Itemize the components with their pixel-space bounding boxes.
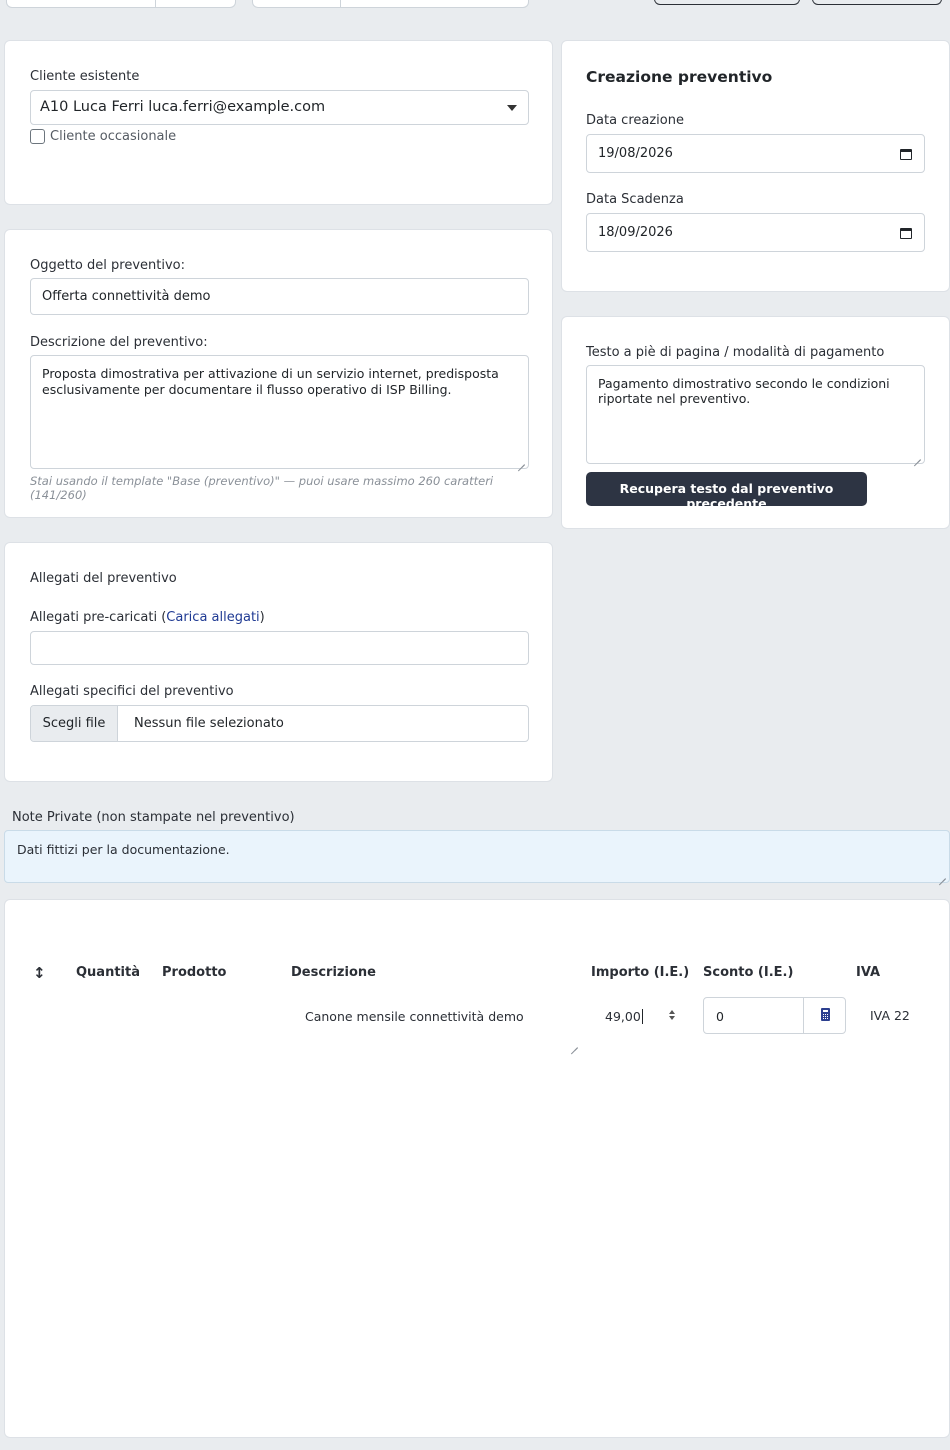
file-input[interactable] [30,705,529,742]
table-row [5,995,949,1055]
footer-text-label: Testo a piè di pagina / modalità di pagamento [586,345,885,360]
row-description-value: Canone mensile connettività demo [305,1009,524,1024]
expiry-date-label: Data Scadenza [586,192,684,207]
choose-file-button[interactable] [31,706,118,741]
preloaded-attachments-text: Allegati pre-caricati [30,610,158,625]
calculator-icon [821,1008,830,1021]
close-paren: ) [259,610,265,625]
top-action-button-1[interactable] [654,0,800,5]
calendar-icon[interactable] [900,149,912,160]
top-filter-field-1[interactable] [6,0,236,8]
resize-handle-icon[interactable] [571,1041,578,1048]
open-paren: ( [161,610,167,625]
description-textarea[interactable] [30,355,529,469]
spinner-down-icon[interactable] [669,1016,675,1020]
specific-attachments-label: Allegati specifici del preventivo [30,684,234,699]
top-action-button-2[interactable] [812,0,942,5]
quote-creation-title: Creazione preventivo [586,68,773,86]
subject-value: Offerta connettività demo [42,289,211,304]
existing-client-select[interactable] [30,90,529,125]
quote-creation-card [561,40,950,292]
spinner-icon[interactable] [669,1010,675,1014]
no-file-text: Nessun file selezionato [134,716,284,731]
header-description: Descrizione [291,965,376,980]
header-amount: Importo (I.E.) [591,965,690,980]
existing-client-label: Cliente esistente [30,69,140,84]
items-table-card [4,899,950,1438]
footer-text-value: Pagamento dimostrativo secondo le condizioni riportate nel preventivo. [598,376,890,406]
row-discount-input[interactable] [703,997,846,1034]
attachments-card [4,542,553,782]
subject-input[interactable] [30,278,529,315]
creation-date-label: Data creazione [586,113,684,128]
top-filter-divider [340,0,341,8]
private-notes-label: Note Private (non stampate nel preventivo) [12,810,295,825]
row-amount-value: 49,00 [605,1009,641,1024]
description-label: Descrizione del preventivo: [30,335,208,350]
row-amount-input[interactable] [591,1002,683,1030]
subject-label: Oggetto del preventivo: [30,258,185,273]
choose-file-label: Scegli file [42,716,106,731]
resize-handle-icon[interactable] [518,458,525,465]
row-description-textarea[interactable] [291,995,581,1051]
subject-card [4,229,553,518]
attachments-title: Allegati del preventivo [30,571,177,586]
header-quantity: Quantità [76,965,140,980]
occasional-client-checkbox[interactable] [30,129,45,144]
header-vat: IVA [856,965,881,980]
template-hint: Stai usando il template "Base (preventivo)" — puoi usare massimo 260 caratteri (141/260) [30,474,494,502]
private-notes-value: Dati fittizi per la documentazione. [17,842,230,857]
header-product: Prodotto [162,965,227,980]
top-filter-field-2[interactable] [252,0,529,8]
occasional-client-label: Cliente occasionale [50,129,177,144]
preloaded-attachments-label [30,610,265,625]
creation-date-input[interactable] [586,134,925,173]
description-value: Proposta dimostrativa per attivazione di un servizio internet, predisposta esclusivamente per documentare il flusso operativo di ISP Billing. [42,366,499,397]
recover-text-button-label: Recupera testo dal preventivo precedente [619,481,834,511]
preloaded-attachments-select[interactable] [30,631,529,665]
top-filter-divider [155,0,156,8]
private-notes-textarea[interactable] [4,830,950,883]
selected-client-value: A10 Luca Ferri luca.ferri@example.com [40,99,326,115]
footer-textarea[interactable] [586,365,925,464]
header-discount: Sconto (I.E.) [703,965,794,980]
footer-card [561,316,950,529]
resize-handle-icon[interactable] [914,453,921,460]
caret-down-icon [507,105,517,111]
creation-date-value: 19/08/2026 [598,146,673,161]
expiry-date-input[interactable] [586,213,925,252]
calendar-icon[interactable] [900,228,912,239]
sort-handle-icon[interactable]: ↕ [33,964,46,982]
row-vat-value[interactable]: IVA 22 [870,1008,910,1023]
recover-text-button[interactable] [586,472,867,511]
resize-handle-icon[interactable] [939,872,946,879]
client-card [4,40,553,205]
expiry-date-value: 18/09/2026 [598,225,673,240]
discount-calculator-button[interactable] [803,998,845,1033]
upload-attachments-link[interactable]: Carica allegati [166,610,260,625]
row-discount-value: 0 [716,1009,724,1024]
